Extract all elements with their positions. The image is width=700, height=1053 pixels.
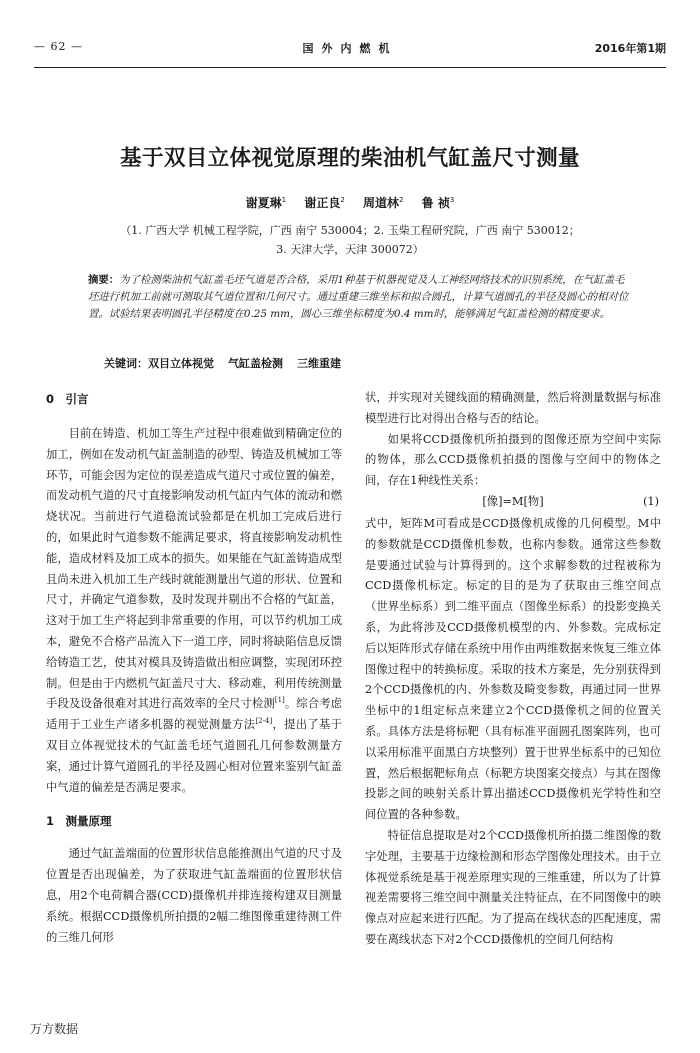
- author: 鲁 祯$^3$: [421, 196, 455, 210]
- keywords: [104, 355, 630, 371]
- keywords-label: 关键词：: [104, 357, 148, 370]
- abstract: [88, 272, 630, 323]
- paragraph: 通过气缸盖端面的位置形状信息能推测出气道的尺寸及位置是否出现偏差，为了获取进气缸盖端面的位置形状信息，用2个电荷耦合器(CCD)摄像机并排连接构建双目测量系统。根据CCD摄像机所拍摄的2幅二维图像重建待测工件的三维几何形: [46, 847, 342, 944]
- citation[interactable]: [2-4]: [255, 717, 273, 726]
- paragraph: 状，并实现对关键线面的精确测量，然后将测量数据与标准模型进行比对得出合格与否的结论。: [365, 391, 661, 425]
- journal-name: 国外内燃机: [302, 42, 398, 55]
- page-number: — 62 —: [34, 40, 83, 53]
- paragraph: 式中，矩阵M可看成是CCD摄像机成像的几何模型。M中的参数就是CCD摄像机参数，也称内参数。通常这些参数是要通过试验与计算得到的。这个求解参数的过程被称为CCD摄像机标定。标定的目的是为了获取由三维空间点（世界坐标系）到二维平面点（图像坐标系）的投影变换关系，为此将涉及CCD摄像机模型的内、外参数。完成标定后以矩阵形式存储在系统中用作由两维数据来恢复三维立体图像过程中的转换标度。采取的技术方案是，先分别获得到2个CCD摄像机的内、外参数及畸变参数，再通过同一世界坐标中的1组定标点来建立2个CCD摄像机之间的位置关系。具体方法是将标靶（具有标准平面圆孔图案阵列，也可以采用标准平面黑白方块整列）置于世界坐标系中的已知位置，然后根据靶标角点（标靶方块图案交接点）与其在图像投影之间的映射关系计算出描述CCD摄像机光学特性和空间位置的各种参数。: [365, 516, 661, 822]
- equation-1: [365, 492, 661, 514]
- equation-text: [像]=M[物]: [482, 494, 544, 508]
- author-list: [34, 194, 666, 211]
- keyword: 气缸盖检测: [228, 357, 283, 370]
- affiliation-line: 3. 天津大学，天津 300072）: [276, 243, 424, 256]
- keyword: 三维重建: [297, 357, 341, 370]
- paragraph: 如果将CCD摄像机所拍摄到的图像还原为空间中实际的物体，那么CCD摄像机拍摄的图像与空间中的物体之间，存在1种线性关系：: [365, 432, 661, 488]
- citation[interactable]: [1]: [274, 696, 285, 705]
- paragraph: 特征信息提取是对2个CCD摄像机所拍摄二维图像的数字处理，主要基于边缘检测和形态学图像处理技术。由于立体视觉系统是基于视差原理实现的三维重建，所以为了计算视差需要将三维空间中测量关注特征点，在不同图像中的映像点对应起来进行匹配。为了提高在线状态的匹配速度，需要在离线状态下对2个CCD摄像机的空间几何结构: [365, 828, 661, 946]
- section-heading-introduction: 0 引言: [46, 392, 89, 406]
- running-header: [34, 40, 666, 72]
- section-heading-principle: 1 测量原理: [46, 814, 112, 829]
- keyword: 双目立体视觉: [148, 357, 214, 370]
- paper-title: 基于双目立体视觉原理的柴油机气缸盖尺寸测量: [120, 146, 580, 171]
- abstract-text: 为了检测柴油机气缸盖毛坯气道是否合格，采用1种基于机器视觉及人工神经网络技术的识别系统，在气缸盖毛坯进行机加工前就可测取其气道位置和几何尺寸。通过重建三维坐标和拟合圆孔，计算气道圆孔的半径及圆心的相对位置。试验结果表明圆孔半径精度在0.25 mm，圆心三维坐标精度为0.4 mm时，能够满足气缸盖检测的精度要求。: [88, 274, 629, 320]
- paragraph: 目前在铸造、机加工等生产过程中很难做到精确定位的加工，例如在发动机气缸盖制造的砂型、铸造及机械加工等环节，可能会因为定位的误差造成气道尺寸或位置的偏差，而发动机气道的尺寸直接影响发动机气缸内气体的流动和燃烧状况。当前进行气道稳流试验都是在机加工完成后进行的，如果此时气道参数不能满足要求，将直接影响发动机性能，造成材料及加工成本的损失。如果能在气缸盖铸造成型且尚未进入机加工生产线时就能测量出气道的形状、位置和尺寸，并确定气道参数，及时发现并剔出不合格的气缸盖，这对于加工生产将起到非常重要的作用，可以节约机加工成本，避免不合格产品流入下一道工序，同时将缺陷信息反馈给铸造工艺，使其对模具及铸造做出相应调整，实现闭环控制。但是由于内燃机气缸盖尺寸大、移动难，利用传统测量手段及设备很难对其进行高效率的全尺寸检测[1]。综合考虑适用于工业生产诸多机器的视觉测量方法[2-4]，提出了基于双目立体视觉技术的气缸盖毛坯气道圆孔几何参数测量方案，通过计算气道圆孔的半径及圆心相对位置来鉴别气缸盖中气道的偏差是否满足要求。: [46, 427, 342, 794]
- affiliation-line: （1. 广西大学 机械工程学院，广西 南宁 530004；2. 玉柴工程研究院，广西 南宁 530012；: [120, 224, 580, 237]
- abstract-label: 摘要：: [88, 274, 120, 286]
- author: 谢正良$^2$: [304, 196, 345, 210]
- issue-label: 2016年第1期: [594, 42, 666, 55]
- equation-number: (1): [642, 494, 659, 508]
- author: 谢夏琳$^1$: [245, 196, 287, 210]
- footer-watermark: 万方数据: [30, 1022, 79, 1036]
- left-column: [46, 388, 342, 948]
- right-column: [365, 388, 661, 951]
- header-rule: [34, 67, 666, 68]
- author: 周道林$^2$: [363, 196, 404, 210]
